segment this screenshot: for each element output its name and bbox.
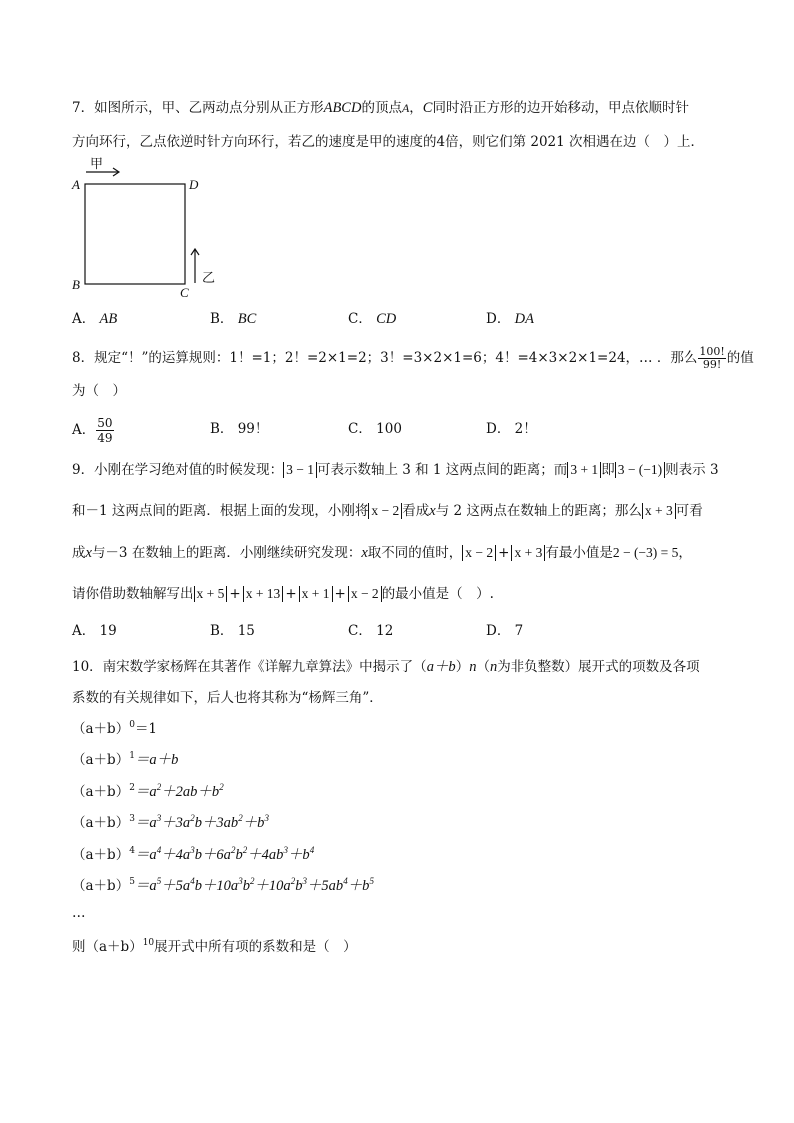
q10-line1 <box>72 657 700 677</box>
q9-text: 取不同的值时， <box>367 545 463 561</box>
option-text: CD <box>376 311 397 327</box>
exponent: 10 <box>142 938 155 948</box>
q7-vertex-c: C <box>422 100 433 116</box>
variable-x: x <box>85 545 92 561</box>
expansion-2 <box>72 777 224 802</box>
q9-text: 成 <box>72 545 86 561</box>
q7-text-c: 同时沿正方形的边开始移动，甲点依顺时针 <box>432 100 689 116</box>
q9-text: 与－3 在数轴上的距离．小刚继续研究发现： <box>91 545 362 561</box>
q7-vertex-a: A <box>401 101 410 115</box>
q9-text: 可看 <box>675 503 703 519</box>
fraction-numerator: 50 <box>97 416 113 430</box>
option-text: 15 <box>237 623 255 639</box>
expansion-rhs: $=a^3+3a^2b+3ab^2+b^3$ <box>134 813 269 831</box>
option-letter: B． <box>210 311 234 327</box>
q7-option-c[interactable] <box>348 309 396 329</box>
q10-final-line <box>72 933 357 957</box>
q10-text: 展开式中所有项的系数和是（ ） <box>154 939 357 955</box>
q9-option-a[interactable] <box>72 621 117 641</box>
abs-expression: x + 13 <box>243 586 284 602</box>
variable-x: x <box>361 545 368 561</box>
q8-option-a[interactable] <box>72 416 115 445</box>
q7-line2: 方向环行，乙点依逆时针方向环行，若乙的速度是甲的速度的4倍，则它们第 2021 次相遇在边（ ）上． <box>72 134 705 150</box>
expansion-rhs: $=a^2+2ab+b^2$ <box>134 782 224 800</box>
option-letter: D． <box>486 421 511 437</box>
q9-line4 <box>72 584 494 604</box>
expansion-4 <box>72 840 314 865</box>
plus-sign: + <box>229 586 241 602</box>
option-letter: B． <box>210 623 234 639</box>
expansion-0 <box>72 715 157 739</box>
abs-expression: x − 2 <box>348 586 382 602</box>
option-text: 12 <box>376 623 394 639</box>
vertex-b-label: B <box>72 277 80 292</box>
q8-option-b[interactable] <box>210 419 268 439</box>
option-text: DA <box>514 311 534 327</box>
option-letter: D． <box>486 623 511 639</box>
abs-expression: x + 3 <box>642 503 676 519</box>
square <box>85 184 185 284</box>
q9-text: ， <box>678 545 692 561</box>
option-text: 99！ <box>237 421 269 437</box>
option-text: 7 <box>514 623 524 639</box>
option-letter: D． <box>486 311 511 327</box>
q7-square-name: ABCD <box>323 100 362 116</box>
variable-n: n <box>469 659 477 675</box>
option-letter: B． <box>210 421 234 437</box>
q9-text: 则表示 3 <box>665 462 719 478</box>
variable-n: n <box>489 659 498 675</box>
vertex-d-label: D <box>189 177 199 192</box>
abs-expression: x + 5 <box>194 586 228 602</box>
q9-option-c[interactable] <box>348 621 393 641</box>
q7-line1 <box>72 98 689 118</box>
q9-text: 9．小刚在学习绝对值的时候发现： <box>72 462 284 478</box>
fraction-numerator: 100! <box>699 345 725 358</box>
option-letter: A． <box>72 422 96 438</box>
q7-comma: ， <box>409 100 423 116</box>
q9-option-d[interactable] <box>486 621 523 641</box>
q9-expression: 2 − (−3) = 5 <box>612 545 679 560</box>
option-letter: C． <box>348 421 372 437</box>
option-text: AB <box>99 311 118 327</box>
binomial: （a＋b） <box>72 847 130 863</box>
q7-option-a[interactable] <box>72 309 117 329</box>
q8-line1 <box>72 346 754 371</box>
option-text: BC <box>237 311 257 327</box>
q8-line2: 为（ ） <box>72 383 126 399</box>
exponent: 2 <box>129 783 135 793</box>
abs-expression: x − 2 <box>462 545 496 561</box>
expansion-rhs: ＝a＋b <box>134 752 179 768</box>
option-letter: C． <box>348 311 372 327</box>
expansion-1 <box>72 746 178 770</box>
yi-label: 乙 <box>202 271 216 286</box>
expansion-5 <box>72 871 374 896</box>
variable-x: x <box>429 503 436 519</box>
q9-option-b[interactable] <box>210 621 255 641</box>
binomial: （a＋b） <box>72 784 130 800</box>
q7-option-b[interactable] <box>210 309 256 329</box>
fraction-denominator: 49 <box>97 431 113 445</box>
exponent: 3 <box>129 814 135 824</box>
plus-sign: + <box>285 586 297 602</box>
square-diagram <box>68 153 218 303</box>
q8-text-b: 的值 <box>726 350 754 366</box>
abs-expression: 3 − (−1) <box>615 462 665 478</box>
exponent: 4 <box>129 846 135 856</box>
option-text: 100 <box>376 421 402 437</box>
q9-line3 <box>72 543 692 563</box>
fraction-denominator: 99! <box>702 358 722 371</box>
q9-text: 有最小值是 <box>545 545 613 561</box>
abs-expression: x + 1 <box>299 586 333 602</box>
q8-fraction <box>698 346 725 371</box>
q10-text: （ <box>476 659 490 675</box>
q9-text: 的最小值是（ ）. <box>381 586 494 602</box>
abs-expression: x − 2 <box>368 503 402 519</box>
q8-text-a: 8．规定“！”的运算规则：1！=1；2！=2×1=2；3！=3×2×1=6；4！=4×3×2×1=24，… ．那么 <box>72 350 698 366</box>
q7-text-a: 7．如图所示，甲、乙两动点分别从正方形 <box>72 100 324 116</box>
option-fraction <box>96 416 113 445</box>
binomial: （a＋b） <box>72 752 130 768</box>
q10-text: ） <box>455 659 470 675</box>
q9-text: 即 <box>601 462 615 478</box>
plus-sign: + <box>498 545 510 561</box>
jia-label: 甲 <box>90 157 104 172</box>
expansion-rhs: $=a^4+4a^3b+6a^2b^2+4ab^3+b^4$ <box>134 845 315 863</box>
expansion-rhs: ＝1 <box>134 721 158 737</box>
exponent: 0 <box>129 720 135 730</box>
q8-option-c[interactable] <box>348 419 402 439</box>
q10-expression: a＋b <box>426 659 456 675</box>
q9-text: 与 2 这两点在数轴上的距离；那么 <box>435 503 642 519</box>
option-text: 2！ <box>514 421 537 437</box>
q9-text: 请你借助数轴解写出 <box>72 586 194 602</box>
q8-option-d[interactable] <box>486 419 537 439</box>
q9-line1 <box>72 460 719 480</box>
expansion-3 <box>72 808 269 833</box>
expansion-rhs: $=a^5+5a^4b+10a^3b^2+10a^2b^3+5ab^4+b^5$ <box>134 876 374 894</box>
q7-figure <box>68 153 218 303</box>
vertex-a-label: A <box>72 177 80 192</box>
binomial: （a＋b） <box>72 721 130 737</box>
option-letter: A． <box>72 311 96 327</box>
option-letter: C． <box>348 623 372 639</box>
binomial: （a＋b） <box>72 878 130 894</box>
abs-expression: 3 + 1 <box>567 462 601 478</box>
q10-line2: 系数的有关规律如下，后人也将其称为“杨辉三角”． <box>72 690 383 706</box>
abs-expression: x + 3 <box>511 545 545 561</box>
ellipsis: … <box>72 905 86 921</box>
q7-text-b: 的顶点 <box>361 100 402 116</box>
abs-expression: 3 − 1 <box>283 462 317 478</box>
q7-option-d[interactable] <box>486 309 534 329</box>
option-text: 19 <box>99 623 117 639</box>
vertex-c-label: C <box>180 285 189 300</box>
q10-text: 则（a＋b） <box>72 939 143 955</box>
q10-text: 10．南宋数学家杨辉在其著作《详解九章算法》中揭示了（ <box>72 659 427 675</box>
plus-sign: + <box>334 586 346 602</box>
binomial: （a＋b） <box>72 815 130 831</box>
exponent: 1 <box>129 751 135 761</box>
exponent: 5 <box>129 877 135 887</box>
q9-text: 看成 <box>402 503 430 519</box>
q9-line2 <box>72 501 703 521</box>
q9-text: 和－1 这两点间的距离．根据上面的发现，小刚将 <box>72 503 369 519</box>
q10-text: 为非负整数）展开式的项数及各项 <box>497 659 700 675</box>
option-letter: A． <box>72 623 96 639</box>
q9-text: 可表示数轴上 3 和 1 这两点间的距离；而 <box>316 462 568 478</box>
